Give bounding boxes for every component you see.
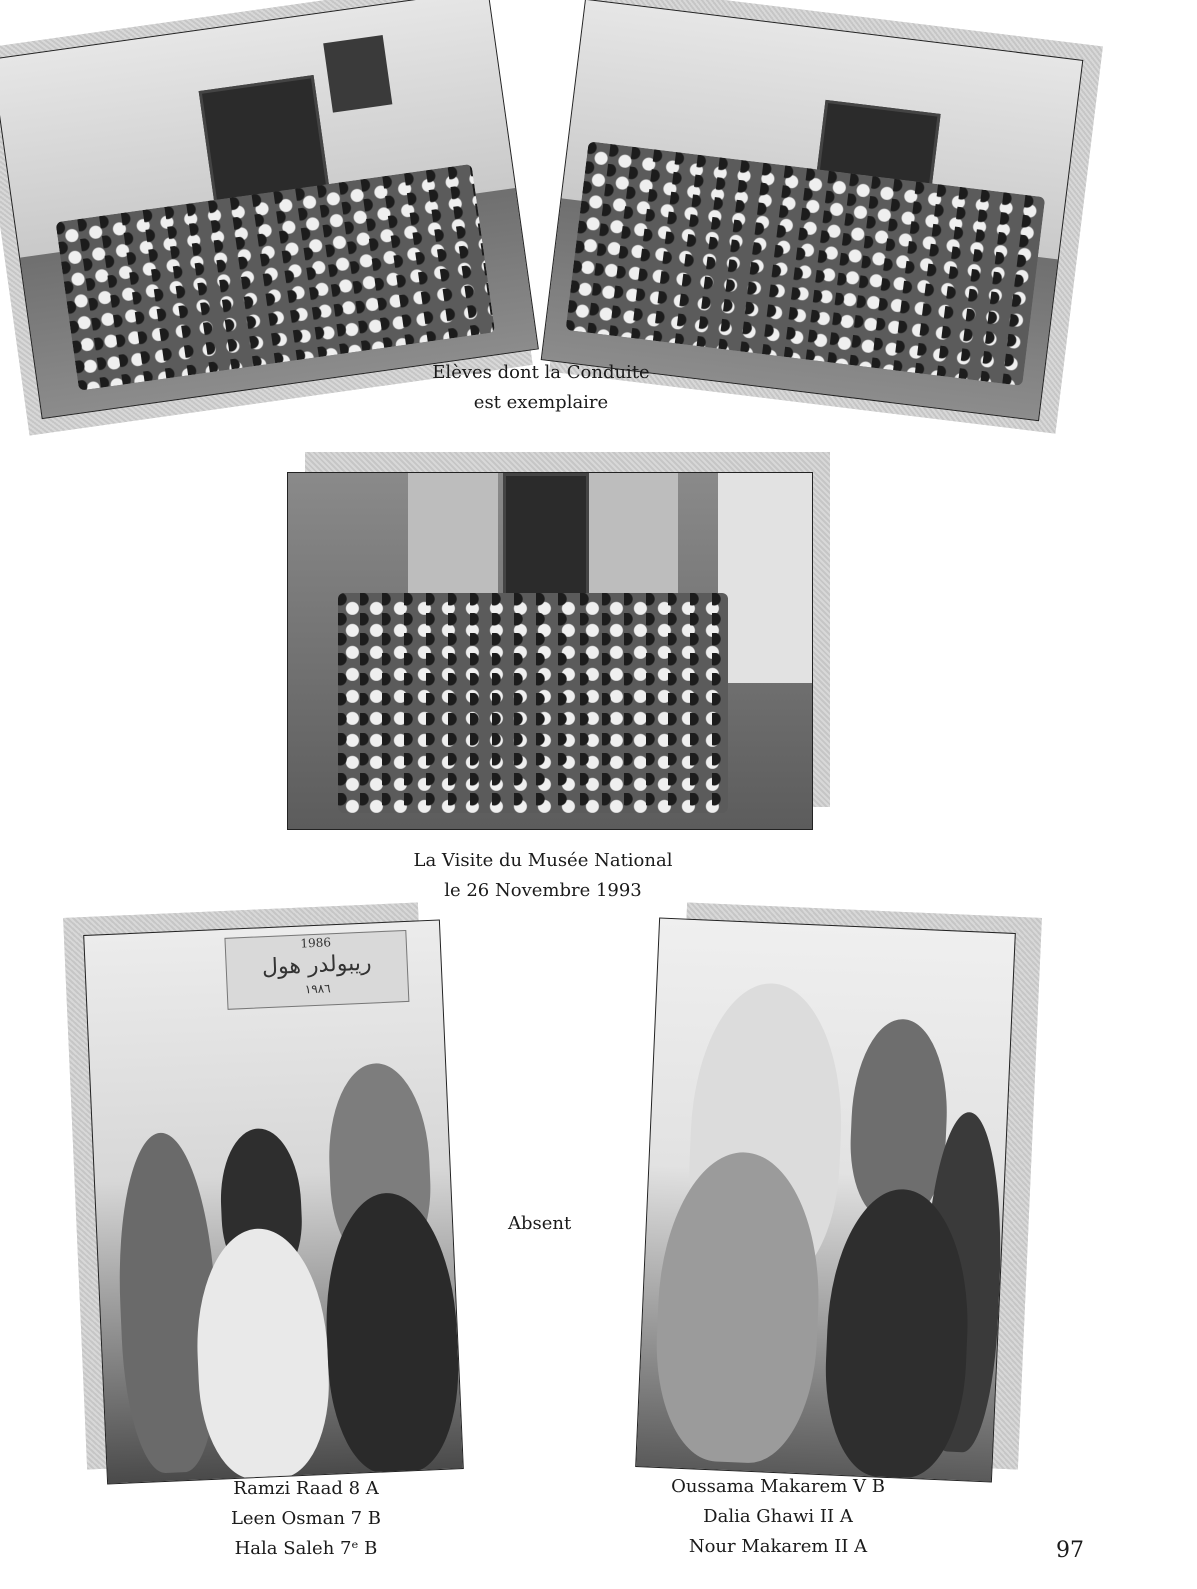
caption-musee — [383, 846, 703, 906]
photo-musee — [287, 472, 813, 830]
right-name-3: Nour Makarem II A — [688, 1536, 868, 1557]
right-name-2: Dalia Ghawi II A — [703, 1506, 853, 1527]
page-number: 97 — [1056, 1538, 1084, 1563]
left-name-2: Leen Osman 7 B — [230, 1508, 382, 1529]
caption-conduite-line1: Elèves dont la Conduite — [432, 362, 650, 383]
photo-left-group-frame — [70, 905, 490, 1485]
caption-musee-line2: le 26 Novembre 1993 — [444, 880, 642, 901]
building-sign — [224, 930, 409, 1010]
right-name-1: Oussama Makarem V B — [671, 1476, 885, 1497]
photo-left-group — [83, 919, 464, 1484]
sign-year-latin: 1986 — [300, 935, 332, 951]
left-names — [196, 1474, 416, 1564]
sign-year-arabic: ١٩٨٦ — [304, 981, 331, 997]
caption-conduite — [381, 358, 701, 418]
caption-conduite-line2: est exemplaire — [473, 392, 609, 413]
right-names — [648, 1472, 908, 1562]
sign-arabic-name: ريبولدر هول — [261, 950, 372, 981]
left-name-3: Hala Saleh 7ᵉ B — [234, 1538, 378, 1559]
left-name-1: Ramzi Raad 8 A — [233, 1478, 379, 1499]
photo-right-group-frame — [625, 905, 1035, 1485]
absent-label: Absent — [508, 1213, 572, 1234]
photo-right-group — [635, 917, 1016, 1482]
caption-musee-line1: La Visite du Musée National — [413, 850, 673, 871]
photo-conduite-left — [0, 0, 539, 419]
